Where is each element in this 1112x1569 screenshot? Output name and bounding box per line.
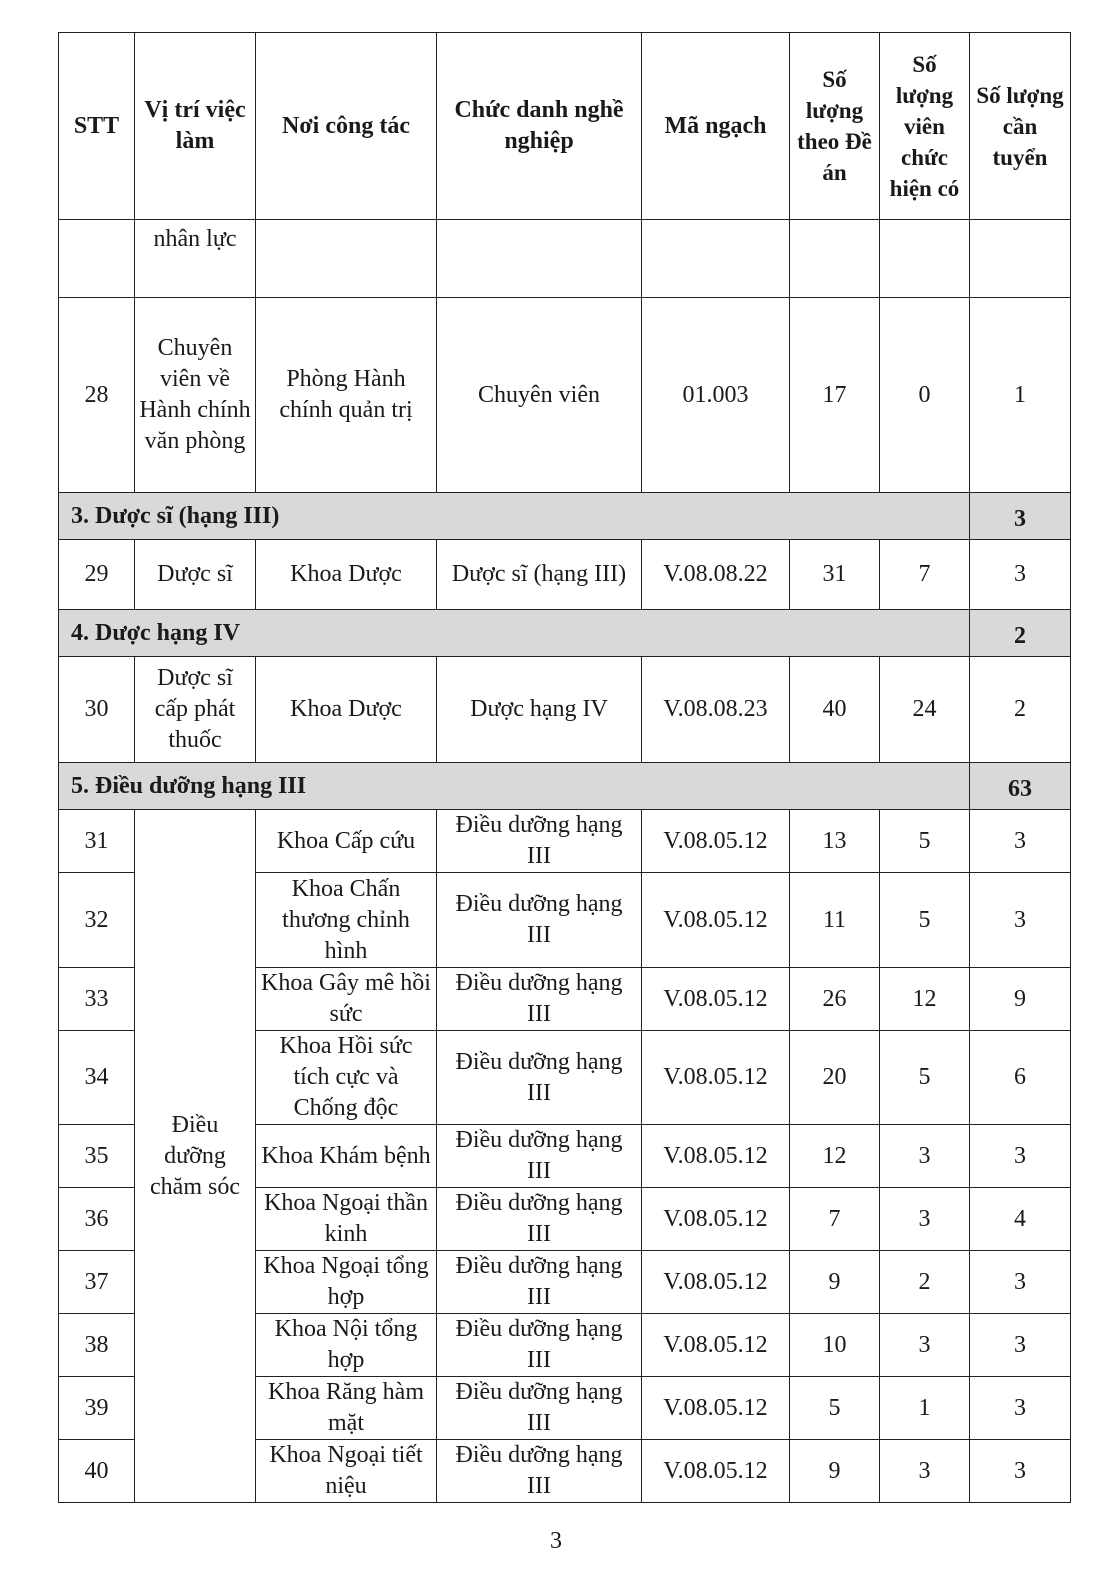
cell-can-tuyen: 3 <box>970 1314 1071 1377</box>
cell-can-tuyen: 6 <box>970 1031 1071 1125</box>
cell-can-tuyen: 3 <box>970 1440 1071 1503</box>
section-row <box>59 493 1071 540</box>
cell-ma-ngach: V.08.05.12 <box>642 1251 790 1314</box>
header-so-luong-hien-co: Số lượng viên chức hiện có <box>880 33 970 220</box>
cell-noi-cong-tac: Khoa Răng hàm mặt <box>256 1377 437 1440</box>
cell-ma-ngach: V.08.05.12 <box>642 968 790 1031</box>
cell-de-an: 20 <box>790 1031 880 1125</box>
cell-hien-co: 24 <box>880 657 970 763</box>
cell-hien-co: 12 <box>880 968 970 1031</box>
cell-hien-co: 7 <box>880 540 970 610</box>
cell-can-tuyen: 3 <box>970 540 1071 610</box>
cell-hien-co: 2 <box>880 1251 970 1314</box>
header-vi-tri: Vị trí việc làm <box>135 33 256 220</box>
cell-de-an: 7 <box>790 1188 880 1251</box>
cell-stt: 38 <box>59 1314 135 1377</box>
header-noi-cong-tac: Nơi công tác <box>256 33 437 220</box>
cell-hien-co: 5 <box>880 1031 970 1125</box>
cell-noi-cong-tac: Khoa Khám bệnh <box>256 1125 437 1188</box>
cell-vi-tri: Dược sĩ <box>135 540 256 610</box>
cell-hien-co: 3 <box>880 1314 970 1377</box>
cell-stt: 36 <box>59 1188 135 1251</box>
cell-ma-ngach: V.08.05.12 <box>642 1377 790 1440</box>
cell-chuc-danh: Điều dưỡng hạng III <box>437 1031 642 1125</box>
cell-chuc-danh: Điều dưỡng hạng III <box>437 1251 642 1314</box>
header-chuc-danh: Chức danh nghề nghiệp <box>437 33 642 220</box>
header-stt: STT <box>59 33 135 220</box>
cell-chuc-danh: Dược hạng IV <box>437 657 642 763</box>
cell-noi-cong-tac: Khoa Ngoại tổng hợp <box>256 1251 437 1314</box>
cell-can-tuyen: 4 <box>970 1188 1071 1251</box>
cell-de-an: 17 <box>790 298 880 493</box>
cell-de-an: 12 <box>790 1125 880 1188</box>
cell-chuc-danh: Điều dưỡng hạng III <box>437 1125 642 1188</box>
cell-de-an: 31 <box>790 540 880 610</box>
carry-over-vi-tri: nhân lực <box>135 220 256 298</box>
cell-stt: 30 <box>59 657 135 763</box>
cell-noi-cong-tac: Khoa Gây mê hồi sức <box>256 968 437 1031</box>
cell-ma-ngach: V.08.05.12 <box>642 1188 790 1251</box>
cell-hien-co: 3 <box>880 1188 970 1251</box>
cell-chuc-danh: Điều dưỡng hạng III <box>437 968 642 1031</box>
cell-de-an: 11 <box>790 873 880 968</box>
cell-hien-co: 3 <box>880 1125 970 1188</box>
section-count: 63 <box>970 763 1071 810</box>
cell-ma-ngach: V.08.05.12 <box>642 1440 790 1503</box>
table-row <box>59 810 1071 873</box>
cell-can-tuyen: 3 <box>970 873 1071 968</box>
cell-vi-tri: Điều dưỡng chăm sóc <box>135 810 256 1503</box>
cell-chuc-danh: Điều dưỡng hạng III <box>437 810 642 873</box>
section-row <box>59 763 1071 810</box>
header-row <box>59 33 1071 220</box>
cell-noi-cong-tac: Khoa Chấn thương chỉnh hình <box>256 873 437 968</box>
cell-hien-co: 0 <box>880 298 970 493</box>
cell-noi-cong-tac: Khoa Nội tổng hợp <box>256 1314 437 1377</box>
page-number: 3 <box>550 1528 562 1554</box>
cell-hien-co: 5 <box>880 873 970 968</box>
header-so-luong-de-an: Số lượng theo Đề án <box>790 33 880 220</box>
cell-stt: 37 <box>59 1251 135 1314</box>
cell-stt: 39 <box>59 1377 135 1440</box>
cell-can-tuyen: 9 <box>970 968 1071 1031</box>
cell-can-tuyen: 3 <box>970 1125 1071 1188</box>
cell-hien-co: 1 <box>880 1377 970 1440</box>
cell-stt: 31 <box>59 810 135 873</box>
cell-noi-cong-tac: Phòng Hành chính quản trị <box>256 298 437 493</box>
cell-noi-cong-tac: Khoa Cấp cứu <box>256 810 437 873</box>
cell-ma-ngach: V.08.05.12 <box>642 1125 790 1188</box>
cell-de-an: 13 <box>790 810 880 873</box>
cell-stt: 28 <box>59 298 135 493</box>
cell-chuc-danh: Điều dưỡng hạng III <box>437 1440 642 1503</box>
cell-noi-cong-tac: Khoa Ngoại thần kinh <box>256 1188 437 1251</box>
cell-stt: 35 <box>59 1125 135 1188</box>
cell-de-an: 5 <box>790 1377 880 1440</box>
cell-chuc-danh: Điều dưỡng hạng III <box>437 1188 642 1251</box>
table-row <box>59 540 1071 610</box>
cell-stt: 32 <box>59 873 135 968</box>
cell-can-tuyen: 3 <box>970 1377 1071 1440</box>
cell-stt: 29 <box>59 540 135 610</box>
section-title: 5. Điều dưỡng hạng III <box>59 763 970 810</box>
carry-over-row <box>59 220 1071 298</box>
section-count: 2 <box>970 610 1071 657</box>
cell-de-an: 9 <box>790 1440 880 1503</box>
cell-ma-ngach: V.08.05.12 <box>642 1031 790 1125</box>
section-title: 3. Dược sĩ (hạng III) <box>59 493 970 540</box>
cell-noi-cong-tac: Khoa Dược <box>256 540 437 610</box>
cell-vi-tri: Dược sĩ cấp phát thuốc <box>135 657 256 763</box>
cell-chuc-danh: Điều dưỡng hạng III <box>437 1377 642 1440</box>
cell-de-an: 26 <box>790 968 880 1031</box>
table-row <box>59 657 1071 763</box>
cell-chuc-danh: Điều dưỡng hạng III <box>437 873 642 968</box>
cell-ma-ngach: V.08.05.12 <box>642 810 790 873</box>
cell-ma-ngach: V.08.08.23 <box>642 657 790 763</box>
cell-ma-ngach: 01.003 <box>642 298 790 493</box>
cell-ma-ngach: V.08.08.22 <box>642 540 790 610</box>
cell-chuc-danh: Chuyên viên <box>437 298 642 493</box>
cell-de-an: 10 <box>790 1314 880 1377</box>
cell-can-tuyen: 1 <box>970 298 1071 493</box>
section-row <box>59 610 1071 657</box>
cell-stt: 33 <box>59 968 135 1031</box>
table-row <box>59 298 1071 493</box>
cell-noi-cong-tac: Khoa Hồi sức tích cực và Chống độc <box>256 1031 437 1125</box>
header-ma-ngach: Mã ngạch <box>642 33 790 220</box>
cell-hien-co: 5 <box>880 810 970 873</box>
cell-chuc-danh: Điều dưỡng hạng III <box>437 1314 642 1377</box>
cell-can-tuyen: 3 <box>970 810 1071 873</box>
section-title: 4. Dược hạng IV <box>59 610 970 657</box>
section-count: 3 <box>970 493 1071 540</box>
cell-ma-ngach: V.08.05.12 <box>642 873 790 968</box>
cell-vi-tri: Chuyên viên về Hành chính văn phòng <box>135 298 256 493</box>
header-so-luong-can-tuyen: Số lượng cần tuyển <box>970 33 1071 220</box>
cell-ma-ngach: V.08.05.12 <box>642 1314 790 1377</box>
cell-hien-co: 3 <box>880 1440 970 1503</box>
cell-can-tuyen: 2 <box>970 657 1071 763</box>
cell-noi-cong-tac: Khoa Ngoại tiết niệu <box>256 1440 437 1503</box>
cell-chuc-danh: Dược sĩ (hạng III) <box>437 540 642 610</box>
cell-stt: 34 <box>59 1031 135 1125</box>
recruitment-table <box>58 32 1071 1503</box>
cell-de-an: 9 <box>790 1251 880 1314</box>
cell-de-an: 40 <box>790 657 880 763</box>
cell-noi-cong-tac: Khoa Dược <box>256 657 437 763</box>
cell-stt: 40 <box>59 1440 135 1503</box>
cell-can-tuyen: 3 <box>970 1251 1071 1314</box>
